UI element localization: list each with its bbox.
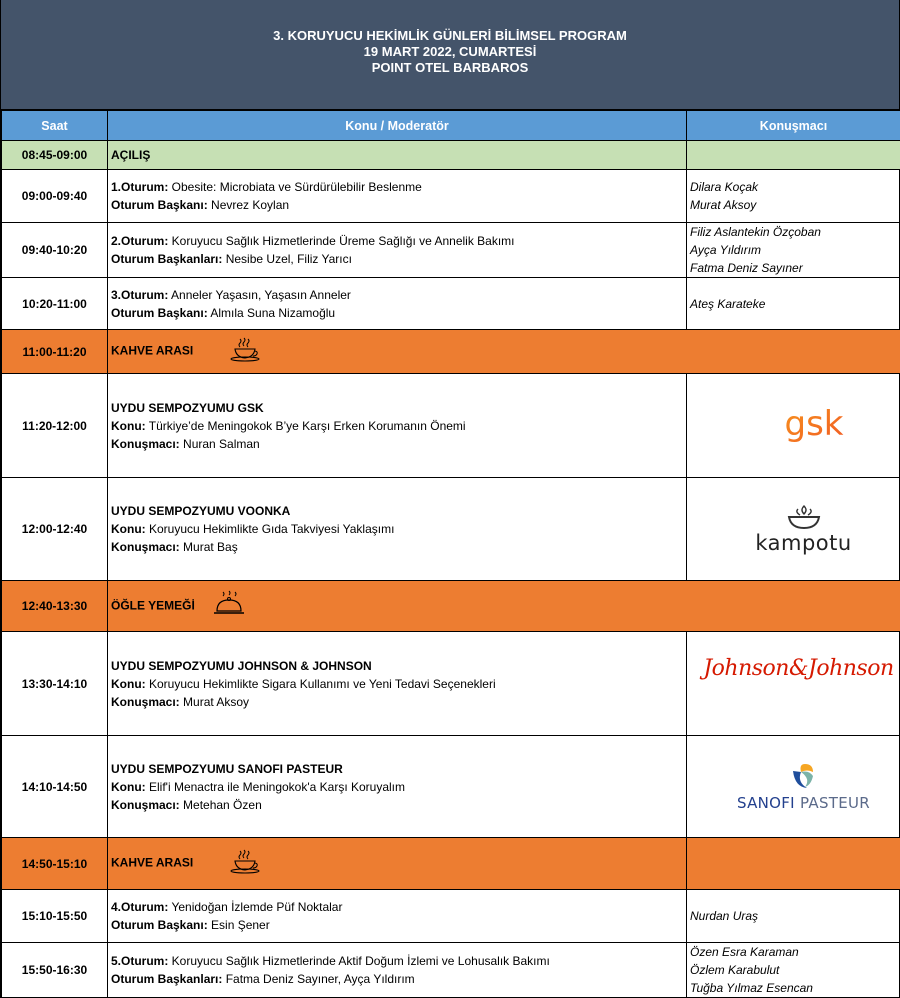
column-header-time: Saat <box>2 111 108 141</box>
break-title: ÖĞLE YEMEĞİ <box>111 598 195 613</box>
konu-label: Konu: <box>111 779 146 794</box>
chair-name: Fatma Deniz Sayıner, Ayça Yıldırım <box>222 972 415 986</box>
time-cell: 11:00-11:20 <box>2 330 108 374</box>
program-venue: POINT OTEL BARBAROS <box>371 60 529 75</box>
time-cell: 08:45-09:00 <box>2 141 108 170</box>
speaker-name: Özlem Karabulut <box>690 963 780 977</box>
session-topic: Obesite: Microbiata ve Sürdürülebilir Beslenme <box>168 180 422 194</box>
topic-cell <box>108 890 687 943</box>
session-label: 4.Oturum: <box>111 900 169 914</box>
table-row <box>2 223 900 278</box>
time-cell: 14:50-15:10 <box>2 838 108 890</box>
kampotu-logo-text: kampotu <box>755 530 852 555</box>
symposium-heading: UYDU SEMPOZYUMU SANOFI PASTEUR <box>111 761 343 776</box>
time-cell: 15:50-16:30 <box>2 943 108 998</box>
speaker-cell <box>687 890 900 943</box>
speaker-name: Ayça Yıldırım <box>690 243 762 257</box>
session-topic: Anneler Yaşasın, Yaşasın Anneler <box>168 287 351 302</box>
konusmaci-label: Konuşmacı: <box>111 694 180 709</box>
session-label: 3.Oturum: <box>111 287 169 302</box>
konusmaci-label: Konuşmacı: <box>111 540 180 554</box>
topic-cell <box>108 632 687 736</box>
session-label: 1.Oturum: <box>111 180 169 194</box>
konu-text: Koruyucu Hekimlikte Gıda Takviyesi Yaklaşımı <box>145 522 395 536</box>
konusmaci-label: Konuşmacı: <box>111 436 180 451</box>
time-cell: 11:20-12:00 <box>2 374 108 478</box>
table-row-coffee-break <box>2 838 900 890</box>
konu-text: Türkiye’de Meningokok B’ye Karşı Erken Korumanın Önemi <box>145 418 466 433</box>
topic-cell <box>108 943 687 998</box>
topic-cell <box>108 478 687 581</box>
jnj-logo: Johnson&Johnson <box>703 656 894 681</box>
session-topic: Koruyucu Sağlık Hizmetlerinde Aktif Doğum İzlemi ve Lohusalık Bakımı <box>168 954 550 968</box>
speaker-name: Tuğba Yılmaz Esencan <box>690 981 813 995</box>
symposium-heading: UYDU SEMPOZYUMU VOONKA <box>111 504 291 518</box>
program-title: 3. KORUYUCU HEKİMLİK GÜNLERİ BİLİMSEL PROGRAM <box>273 28 627 43</box>
symposium-heading: UYDU SEMPOZYUMU JOHNSON & JOHNSON <box>111 658 372 673</box>
table-row <box>2 170 900 223</box>
schedule-table <box>1 110 900 998</box>
food-cloche-icon <box>212 590 246 623</box>
speaker-name: Nurdan Uraş <box>690 909 759 923</box>
break-cell <box>108 581 900 632</box>
konu-text: Elif'i Menactra ile Meningokok'a Karşı Koruyalım <box>145 779 406 794</box>
break-title: KAHVE ARASI <box>111 855 194 870</box>
speaker-cell <box>687 170 900 223</box>
column-header-row <box>2 111 900 141</box>
coffee-cup-icon <box>227 848 261 879</box>
symposium-heading: UYDU SEMPOZYUMU GSK <box>111 400 264 415</box>
sponsor-logo-cell <box>687 632 900 736</box>
sanofi-logo <box>737 761 870 812</box>
chair-name: Nesibe Uzel, Filiz Yarıcı <box>222 252 352 266</box>
speaker-name: Murat Aksoy <box>690 198 757 212</box>
session-topic: Koruyucu Sağlık Hizmetlerinde Üreme Sağlığı ve Annelik Bakımı <box>168 234 515 248</box>
gsk-logo-text: gsk <box>784 404 843 444</box>
sponsor-logo-cell <box>687 374 900 478</box>
speaker-cell <box>687 223 900 278</box>
table-row-coffee-break <box>2 330 900 374</box>
speaker-name: Ateş Karateke <box>690 296 766 311</box>
speaker-cell <box>687 943 900 998</box>
speaker-cell <box>687 141 900 170</box>
chair-label: Oturum Başkanları: <box>111 252 223 266</box>
konu-label: Konu: <box>111 676 146 691</box>
speaker-name: Filiz Aslantekin Özçoban <box>690 225 821 239</box>
chair-name: Esin Şener <box>207 918 270 932</box>
session-label: 5.Oturum: <box>111 954 169 968</box>
konusmaci-label: Konuşmacı: <box>111 797 180 812</box>
table-row-symposium <box>2 374 900 478</box>
topic-cell <box>108 374 687 478</box>
chair-label: Oturum Başkanı: <box>111 918 208 932</box>
table-row <box>2 890 900 943</box>
table-row-symposium <box>2 478 900 581</box>
opening-title: AÇILIŞ <box>108 141 687 170</box>
table-row <box>2 278 900 330</box>
bowl-icon <box>784 504 824 530</box>
speaker-name: Özen Esra Karaman <box>690 945 799 959</box>
time-cell: 12:00-12:40 <box>2 478 108 581</box>
session-topic: Yenidoğan İzlemde Püf Noktalar <box>168 900 343 914</box>
pasteur-logo-text: PASTEUR <box>800 794 871 812</box>
sanofi-mark-icon <box>785 761 821 791</box>
speaker-cell <box>687 278 900 330</box>
chair-label: Oturum Başkanı: <box>111 305 208 320</box>
topic-cell <box>108 736 687 838</box>
break-cell <box>108 330 900 374</box>
table-row-lunch <box>2 581 900 632</box>
topic-cell <box>108 223 687 278</box>
konu-label: Konu: <box>111 418 146 433</box>
program-header <box>1 0 899 110</box>
time-cell: 15:10-15:50 <box>2 890 108 943</box>
speaker-name: Fatma Deniz Sayıner <box>690 261 803 275</box>
time-cell: 10:20-11:00 <box>2 278 108 330</box>
table-row-symposium <box>2 736 900 838</box>
chair-name: Almıla Suna Nizamoğlu <box>207 305 336 320</box>
table-row <box>2 943 900 998</box>
konu-label: Konu: <box>111 522 146 536</box>
sponsor-logo-cell <box>687 478 900 581</box>
chair-label: Oturum Başkanları: <box>111 972 223 986</box>
column-header-topic: Konu / Moderatör <box>108 111 687 141</box>
break-title: KAHVE ARASI <box>111 343 194 358</box>
konusmaci-name: Metehan Özen <box>179 797 262 812</box>
konusmaci-name: Murat Baş <box>179 540 238 554</box>
topic-cell <box>108 170 687 223</box>
gsk-logo <box>781 391 847 457</box>
time-cell: 09:00-09:40 <box>2 170 108 223</box>
speaker-cell <box>687 838 900 890</box>
time-cell: 14:10-14:50 <box>2 736 108 838</box>
chair-label: Oturum Başkanı: <box>111 198 208 212</box>
topic-cell <box>108 278 687 330</box>
konusmaci-name: Nuran Salman <box>179 436 260 451</box>
time-cell: 13:30-14:10 <box>2 632 108 736</box>
konusmaci-name: Murat Aksoy <box>179 694 250 709</box>
break-cell <box>108 838 687 890</box>
coffee-cup-icon <box>227 336 261 367</box>
konu-text: Koruyucu Hekimlikte Sigara Kullanımı ve Yeni Tedavi Seçenekleri <box>145 676 496 691</box>
table-row-symposium <box>2 632 900 736</box>
program-date: 19 MART 2022, CUMARTESİ <box>363 44 537 59</box>
sponsor-logo-cell <box>687 736 900 838</box>
session-label: 2.Oturum: <box>111 234 169 248</box>
kampotu-logo <box>755 504 851 555</box>
table-row-opening <box>2 141 900 170</box>
chair-name: Nevrez Koylan <box>207 198 290 212</box>
speaker-name: Dilara Koçak <box>690 180 759 194</box>
time-cell: 09:40-10:20 <box>2 223 108 278</box>
column-header-speaker: Konuşmacı <box>687 111 900 141</box>
time-cell: 12:40-13:30 <box>2 581 108 632</box>
sanofi-logo-text: SANOFI <box>736 794 795 812</box>
